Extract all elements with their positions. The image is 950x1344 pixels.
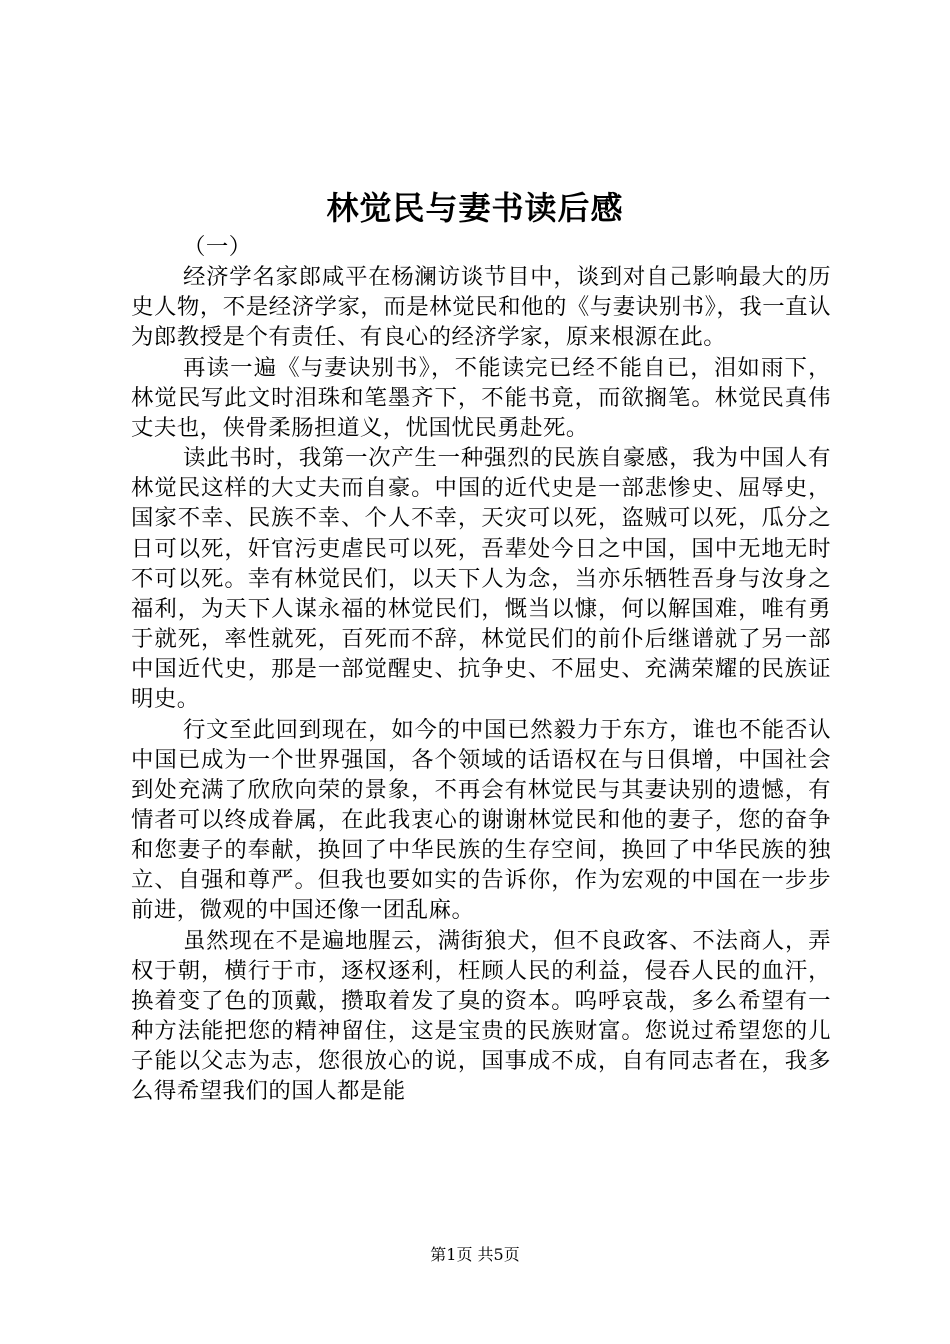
document-title: 林觉民与妻书读后感 (326, 189, 624, 227)
document-body (131, 232, 831, 1107)
paragraph-2: 再读一遍《与妻诀别书》，不能读完已经不能自已，泪如雨下，林觉民写此文时泪珠和笔墨齐下，不能书竟，而欲搁笔。林觉民真伟丈夫也，侠骨柔肠担道义，忧国忧民勇赴死。 (131, 354, 831, 441)
page-footer: 第1页 共5页 (430, 1245, 520, 1264)
paragraph-1: 经济学名家郎咸平在杨澜访谈节目中，谈到对自己影响最大的历史人物，不是经济学家，而是林觉民和他的《与妻诀别书》，我一直认为郎教授是个有责任、有良心的经济学家，原来根源在此。 (131, 264, 831, 351)
paragraph-3: 读此书时，我第一次产生一种强烈的民族自豪感，我为中国人有林觉民这样的大丈夫而自豪。中国的近代史是一部悲惨史、屈辱史，国家不幸、民族不幸、个人不幸，天灾可以死，盗贼可以死，瓜分之日可以死，奸官污吏虐民可以死，吾辈处今日之中国，国中无地无时不可以死。幸有林觉民们，以天下人为念，当亦乐牺牲吾身与汝身之福利，为天下人谋永福的林觉民们，慨当以慷，何以解国难，唯有勇于就死，率性就死，百死而不辞，林觉民们的前仆后继谱就了另一部中国近代史，那是一部觉醒史、抗争史、不屈史、充满荣耀的民族证明史。 (131, 445, 831, 713)
paragraph-5: 虽然现在不是遍地腥云，满街狼犬，但不良政客、不法商人，弄权于朝，横行于市，逐权逐利，枉顾人民的利益，侵吞人民的血汗，换着变了色的顶戴，攒取着发了臭的资本。呜呼哀哉，多么希望有一种方法能把您的精神留住，这是宝贵的民族财富。您说过希望您的儿子能以父志为志，您很放心的说，国事成不成，自有同志者在，我多么得希望我们的国人都是能 (131, 927, 831, 1105)
section-label: （一） (183, 234, 252, 260)
paragraph-4: 行文至此回到现在，如今的中国已然毅力于东方，谁也不能否认中国已成为一个世界强国，各个领域的话语权在与日俱增，中国社会到处充满了欣欣向荣的景象，不再会有林觉民与其妻诀别的遗憾，有情者可以终成眷属，在此我衷心的谢谢林觉民和他的妻子，您的奋争和您妻子的奉献，换回了中华民族的生存空间，换回了中华民族的独立、自强和尊严。但我也要如实的告诉你，作为宏观的中国在一步步前进，微观的中国还像一团乱麻。 (131, 716, 831, 924)
